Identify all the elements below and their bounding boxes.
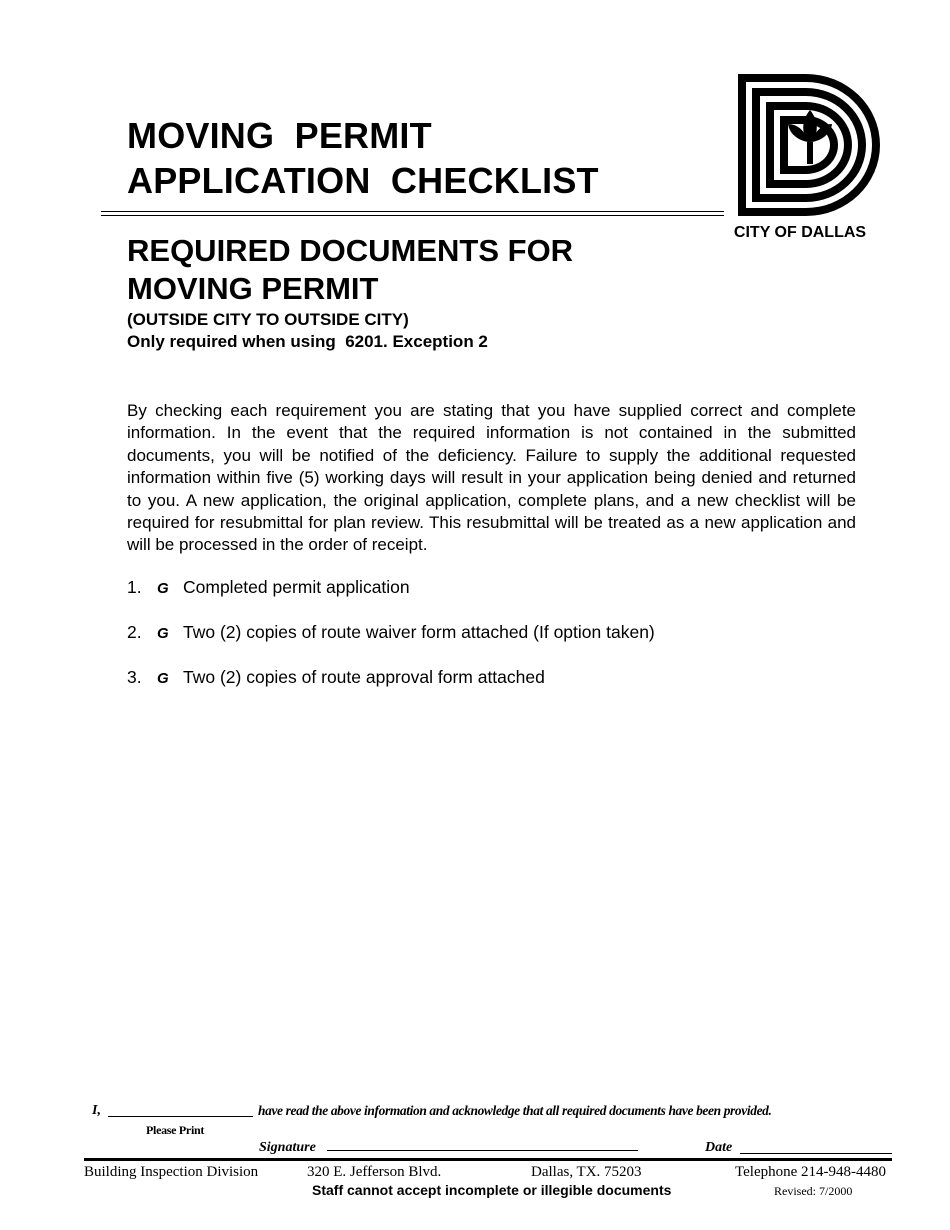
checklist-number: 3. <box>127 667 142 687</box>
telephone: Telephone 214-948-4480 <box>735 1164 886 1180</box>
date-line[interactable] <box>740 1153 892 1154</box>
page-title <box>127 113 599 203</box>
title-divider-bottom <box>101 215 724 216</box>
checklist-text: Completed permit application <box>183 577 410 597</box>
section-subtitle: (OUTSIDE CITY TO OUTSIDE CITY) <box>127 310 409 329</box>
city-of-dallas-logo <box>734 70 886 220</box>
please-print-label: Please Print <box>146 1123 205 1137</box>
checkbox[interactable]: G <box>157 670 169 687</box>
checkbox[interactable]: G <box>157 580 169 597</box>
checklist-number: 1. <box>127 577 142 597</box>
acknowledgement-text: have read the above information and acknowledge that all required documents have been provided. <box>258 1103 772 1118</box>
checklist-item <box>127 667 545 688</box>
checklist-text: Two (2) copies of route waiver form attached (If option taken) <box>183 622 655 642</box>
signature-label: Signature <box>259 1140 316 1155</box>
checkbox[interactable]: G <box>157 625 169 642</box>
city-state-zip: Dallas, TX. 75203 <box>531 1164 642 1180</box>
checklist-item <box>127 577 410 598</box>
revision-date: Revised: 7/2000 <box>774 1184 853 1198</box>
checklist-number: 2. <box>127 622 142 642</box>
date-label: Date <box>705 1140 733 1155</box>
title-line-1: MOVING PERMIT <box>127 115 432 156</box>
name-line[interactable] <box>108 1116 253 1117</box>
checklist-item <box>127 622 655 643</box>
title-divider-top <box>101 211 724 212</box>
street-address: 320 E. Jefferson Blvd. <box>307 1164 442 1180</box>
signature-line[interactable] <box>327 1150 638 1151</box>
section-heading <box>127 232 573 308</box>
section-heading-line-1: REQUIRED DOCUMENTS FOR <box>127 233 574 268</box>
checklist-text: Two (2) copies of route approval form attached <box>183 667 545 687</box>
title-line-2: APPLICATION CHECKLIST <box>127 160 599 201</box>
staff-notice: Staff cannot accept incomplete or illegible documents <box>312 1182 672 1198</box>
ack-prefix: I, <box>92 1103 101 1118</box>
intro-paragraph: By checking each requirement you are stating that you have supplied correct and complete information. In the event that the required information is not contained in the submitted documents, you will be notified of the deficiency. Failure to supply the additional requested information within five (5) working days will result in your application being denied and returned to you. A new application, the original application, complete plans, and a new checklist will be required for resubmittal for plan review. This resubmittal will be treated as a new application and will be processed in the order of receipt. <box>127 401 856 555</box>
footer-divider <box>84 1158 892 1161</box>
section-note: Only required when using 6201. Exception 2 <box>127 332 488 351</box>
logo-caption: CITY OF DALLAS <box>733 224 867 241</box>
section-heading-line-2: MOVING PERMIT <box>127 271 379 306</box>
division-name: Building Inspection Division <box>84 1164 259 1180</box>
